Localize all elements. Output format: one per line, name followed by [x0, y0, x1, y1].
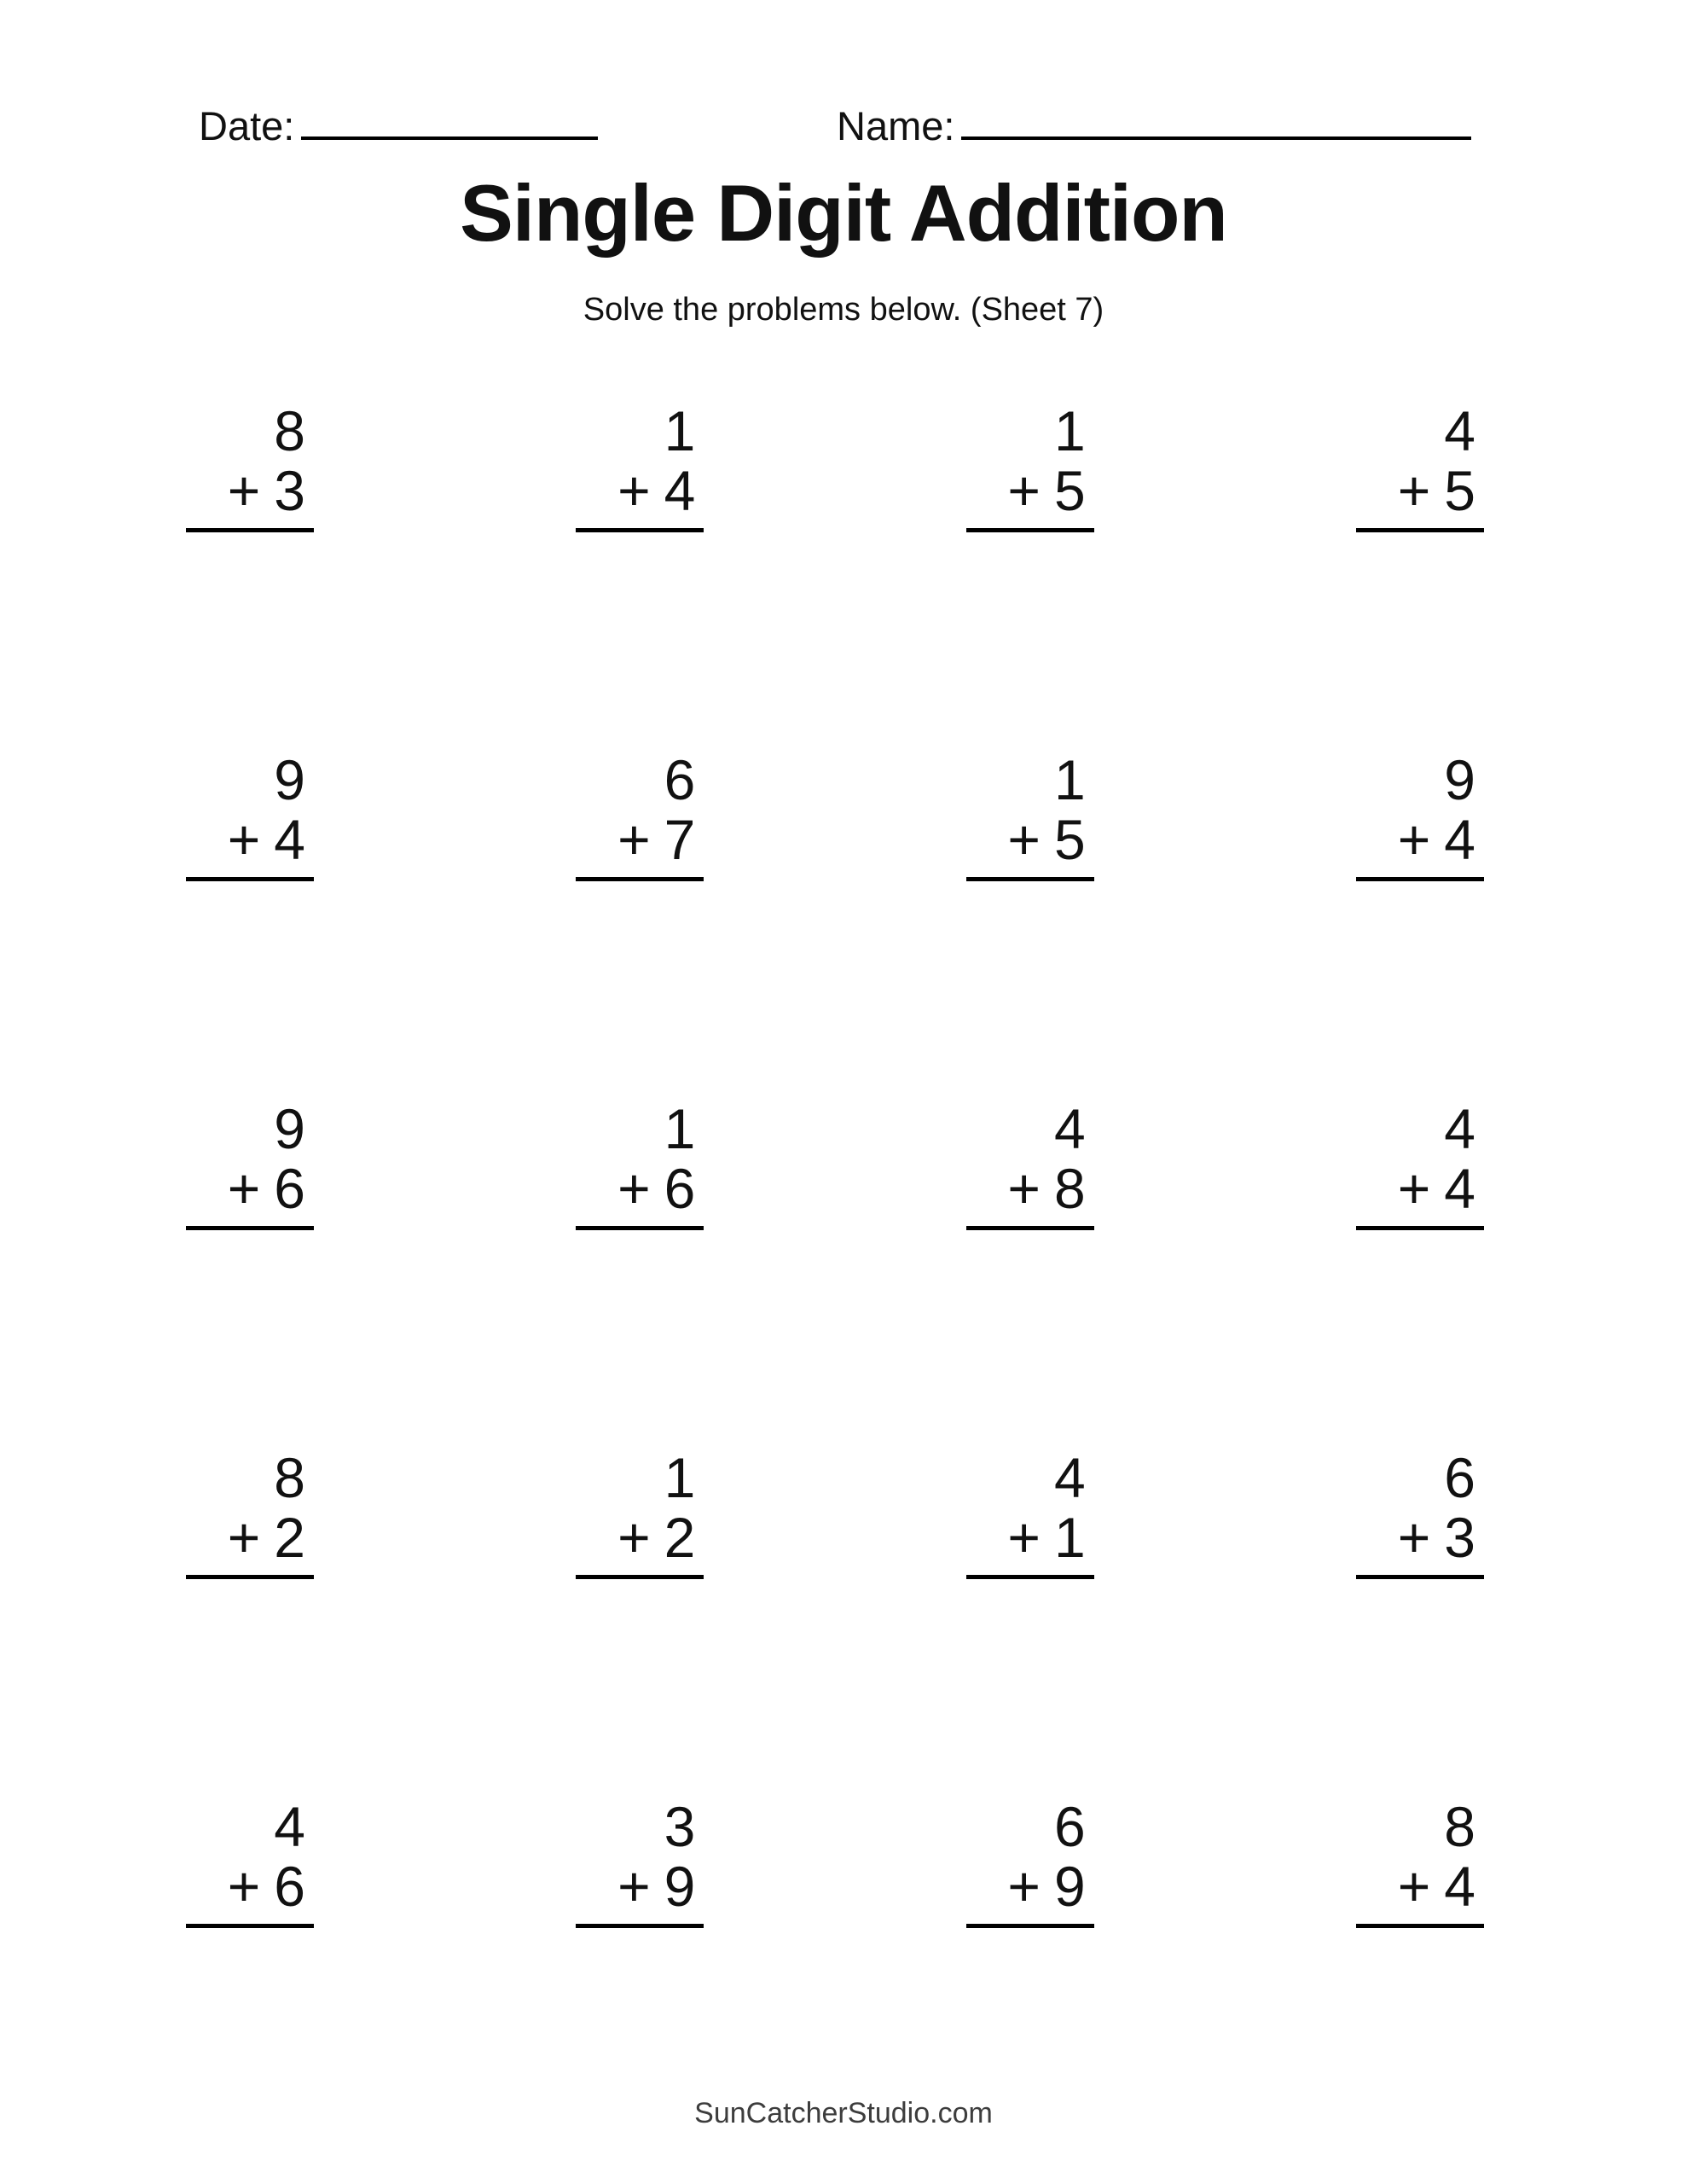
answer-line[interactable] [1356, 528, 1484, 532]
bottom-operand: 9 [1053, 1854, 1086, 1918]
bottom-operand: 4 [1444, 1156, 1475, 1220]
addition-problem [186, 1446, 314, 1579]
answer-line[interactable] [966, 1226, 1094, 1230]
addition-problem [576, 1446, 704, 1579]
answer-line[interactable] [966, 1924, 1094, 1928]
bottom-operand-row [1356, 1505, 1484, 1569]
plus-operator: + [617, 1156, 651, 1220]
answer-line[interactable] [576, 1924, 704, 1928]
plus-operator: + [1397, 807, 1431, 871]
addition-problem [576, 399, 704, 532]
bottom-operand-row [1356, 807, 1484, 871]
answer-line[interactable] [576, 1575, 704, 1579]
addition-problem [1356, 1097, 1484, 1230]
name-label: Name: [837, 103, 955, 148]
answer-line[interactable] [186, 1924, 314, 1928]
top-operand: 4 [1444, 1097, 1475, 1160]
name-fill-in-line[interactable] [961, 101, 1471, 140]
bottom-operand-row [576, 1505, 704, 1569]
bottom-operand-row [186, 1854, 314, 1918]
bottom-operand: 4 [1444, 807, 1475, 871]
footer-site-name: SunCatcherStudio.com [694, 2097, 993, 2129]
bottom-operand-row [186, 1505, 314, 1569]
answer-line[interactable] [576, 877, 704, 881]
bottom-operand-row [576, 807, 704, 871]
bottom-operand: 1 [1053, 1505, 1086, 1569]
addition-problem [576, 1795, 704, 1928]
name-field [837, 101, 1471, 148]
plus-operator: + [1007, 458, 1041, 522]
bottom-operand: 3 [274, 458, 305, 522]
bottom-operand: 9 [664, 1854, 696, 1918]
answer-line[interactable] [966, 1575, 1094, 1579]
top-operand: 1 [664, 399, 696, 462]
answer-line[interactable] [186, 1226, 314, 1230]
plus-operator: + [1397, 458, 1431, 522]
top-operand: 1 [664, 1446, 696, 1509]
plus-operator: + [1007, 807, 1041, 871]
bottom-operand: 7 [664, 807, 696, 871]
date-label: Date: [199, 103, 295, 148]
answer-line[interactable] [576, 528, 704, 532]
plus-operator: + [1007, 1156, 1041, 1220]
bottom-operand: 2 [664, 1505, 696, 1569]
top-operand: 6 [1444, 1446, 1475, 1509]
bottom-operand-row [966, 1505, 1094, 1569]
bottom-operand-row [576, 1854, 704, 1918]
addition-problem [186, 1795, 314, 1928]
bottom-operand: 4 [1444, 1854, 1475, 1918]
top-operand: 1 [1053, 748, 1086, 811]
answer-line[interactable] [186, 528, 314, 532]
top-operand: 9 [274, 1097, 305, 1160]
addition-problem [186, 1097, 314, 1230]
bottom-operand-row [966, 458, 1094, 522]
top-operand: 9 [1444, 748, 1475, 811]
plus-operator: + [617, 1854, 651, 1918]
bottom-operand-row [576, 458, 704, 522]
top-operand: 9 [274, 748, 305, 811]
plus-operator: + [1397, 1854, 1431, 1918]
bottom-operand-row [186, 458, 314, 522]
bottom-operand: 6 [274, 1854, 305, 1918]
addition-problem [966, 399, 1094, 532]
top-operand: 4 [1053, 1446, 1086, 1509]
bottom-operand-row [186, 807, 314, 871]
addition-problem [966, 1446, 1094, 1579]
addition-problem [576, 1097, 704, 1230]
bottom-operand: 6 [274, 1156, 305, 1220]
date-field [199, 101, 598, 148]
addition-problem [576, 748, 704, 881]
top-operand: 8 [274, 1446, 305, 1509]
plus-operator: + [1397, 1156, 1431, 1220]
top-operand: 1 [664, 1097, 696, 1160]
bottom-operand-row [1356, 1854, 1484, 1918]
answer-line[interactable] [1356, 877, 1484, 881]
top-operand: 4 [274, 1795, 305, 1858]
bottom-operand: 5 [1444, 458, 1475, 522]
addition-problem [1356, 748, 1484, 881]
plus-operator: + [1007, 1505, 1041, 1569]
bottom-operand: 4 [274, 807, 305, 871]
answer-line[interactable] [1356, 1226, 1484, 1230]
date-fill-in-line[interactable] [301, 101, 598, 140]
top-operand: 6 [1053, 1795, 1086, 1858]
answer-line[interactable] [966, 877, 1094, 881]
addition-problem [186, 399, 314, 532]
answer-line[interactable] [966, 528, 1094, 532]
addition-problem [186, 748, 314, 881]
top-operand: 6 [664, 748, 696, 811]
plus-operator: + [227, 1854, 261, 1918]
addition-problem [1356, 399, 1484, 532]
answer-line[interactable] [1356, 1924, 1484, 1928]
problems-grid [186, 399, 1484, 2146]
bottom-operand: 6 [664, 1156, 696, 1220]
top-operand: 3 [664, 1795, 696, 1858]
bottom-operand-row [966, 1854, 1094, 1918]
bottom-operand-row [1356, 1156, 1484, 1220]
plus-operator: + [617, 1505, 651, 1569]
plus-operator: + [227, 1156, 261, 1220]
bottom-operand-row [186, 1156, 314, 1220]
plus-operator: + [227, 1505, 261, 1569]
answer-line[interactable] [1356, 1575, 1484, 1579]
answer-line[interactable] [576, 1226, 704, 1230]
bottom-operand-row [1356, 458, 1484, 522]
addition-problem [966, 1097, 1094, 1230]
bottom-operand-row [576, 1156, 704, 1220]
addition-problem [1356, 1795, 1484, 1928]
plus-operator: + [227, 458, 261, 522]
plus-operator: + [1007, 1854, 1041, 1918]
top-operand: 4 [1444, 399, 1475, 462]
top-operand: 8 [274, 399, 305, 462]
bottom-operand: 5 [1053, 458, 1086, 522]
top-operand: 1 [1053, 399, 1086, 462]
plus-operator: + [617, 807, 651, 871]
answer-line[interactable] [186, 1575, 314, 1579]
top-operand: 4 [1053, 1097, 1086, 1160]
addition-problem [966, 748, 1094, 881]
top-operand: 8 [1444, 1795, 1475, 1858]
addition-problem [1356, 1446, 1484, 1579]
bottom-operand: 2 [274, 1505, 305, 1569]
plus-operator: + [617, 458, 651, 522]
addition-problem [966, 1795, 1094, 1928]
plus-operator: + [1397, 1505, 1431, 1569]
bottom-operand-row [966, 1156, 1094, 1220]
bottom-operand: 3 [1444, 1505, 1475, 1569]
bottom-operand: 8 [1053, 1156, 1086, 1220]
answer-line[interactable] [186, 877, 314, 881]
bottom-operand: 5 [1053, 807, 1086, 871]
plus-operator: + [227, 807, 261, 871]
bottom-operand-row [966, 807, 1094, 871]
page-instructions: Solve the problems below. (Sheet 7) [583, 292, 1104, 328]
page-title: Single Digit Addition [460, 168, 1227, 258]
bottom-operand: 4 [664, 458, 696, 522]
